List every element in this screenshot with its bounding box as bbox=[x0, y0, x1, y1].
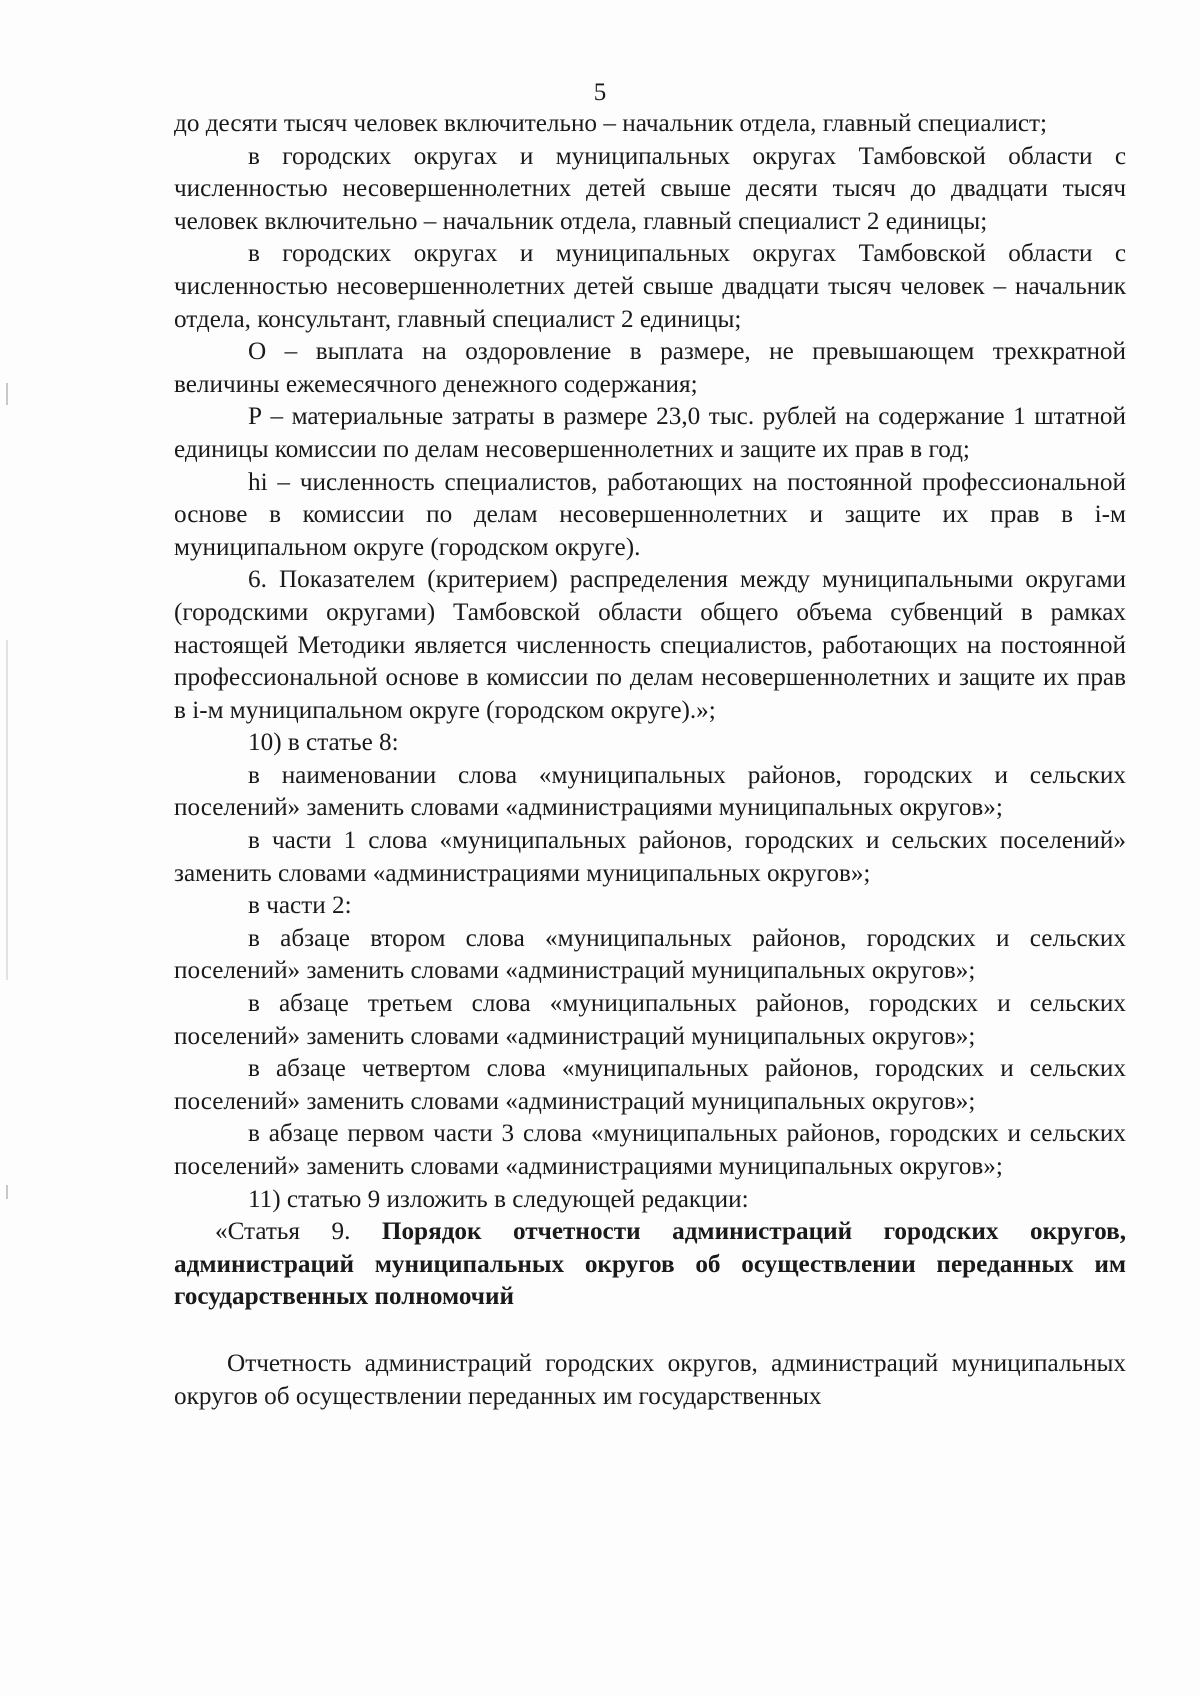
spacer bbox=[174, 1314, 1126, 1348]
article-prefix: «Статья 9. bbox=[215, 1218, 382, 1246]
paragraph: в абзаце первом части 3 слова «муниципальных районов, городских и сельских поселений» заменить словами «администрациями муниципальных округов»; bbox=[174, 1120, 1126, 1180]
scan-artifact bbox=[6, 640, 8, 980]
paragraph: в наименовании слова «муниципальных районов, городских и сельских поселений» заменить словами «администрациями муниципальных округов»; bbox=[174, 761, 1126, 822]
article-title: Порядок отчетности администраций городских округов, администраций муниципальных округов об осуществлении переданных им государственных полномочий bbox=[174, 1218, 1126, 1311]
scan-artifact bbox=[6, 383, 8, 405]
paragraph: в абзаце четвертом слова «муниципальных районов, городских и сельских поселений» заменить словами «администраций муниципальных округов»; bbox=[174, 1055, 1126, 1115]
paragraph: 6. Показателем (критерием) распределения между муниципальными округами (городскими округами) Тамбовской области общего объема субвенций в рамках настоящей Методики является численность специалистов, работающих на постоянной профессиональной основе в комиссии по делам несовершеннолетних и защите их прав в i-м муниципальном округе (городском округе).»; bbox=[174, 566, 1126, 724]
paragraph: в абзаце третьем слова «муниципальных районов, городских и сельских поселений» заменить словами «администраций муниципальных округов»; bbox=[174, 990, 1126, 1050]
paragraph: до десяти тысяч человек включительно – начальник отдела, главный специалист; bbox=[174, 110, 1048, 137]
paragraph: Р – материальные затраты в размере 23,0 тыс. рублей на содержание 1 штатной единицы комиссии по делам несовершеннолетних и защите их прав в год; bbox=[174, 403, 1126, 463]
paragraph: Отчетность администраций городских округов, администраций муниципальных округов об осуществлении переданных им государственных bbox=[174, 1349, 1126, 1410]
document-body bbox=[174, 108, 1126, 1413]
article-heading bbox=[174, 1216, 1126, 1314]
scan-artifact bbox=[6, 1185, 8, 1199]
list-item: 11) статью 9 изложить в следующей редакции: bbox=[248, 1185, 749, 1213]
paragraph: в части 1 слова «муниципальных районов, городских и сельских поселений» заменить словами «администрациями муниципальных округов»; bbox=[174, 827, 1126, 887]
paragraph: в абзаце втором слова «муниципальных районов, городских и сельских поселений» заменить словами «администраций муниципальных округов»; bbox=[174, 924, 1126, 985]
paragraph: в городских округах и муниципальных округах Тамбовской области с численностью несовершеннолетних детей свыше десяти тысяч до двадцати тысяч человек включительно – начальник отдела, главный специалист 2 единицы; bbox=[174, 142, 1126, 235]
paragraph: hi – численность специалистов, работающих на постоянной профессиональной основе в комиссии по делам несовершеннолетних и защите их прав в i-м муниципальном округе (городском округе). bbox=[174, 468, 1126, 561]
list-item: 10) в статье 8: bbox=[248, 729, 399, 757]
paragraph: О – выплата на оздоровление в размере, не превышающем трехкратной величины ежемесячного денежного содержания; bbox=[174, 338, 1126, 398]
paragraph: в городских округах и муниципальных округах Тамбовской области с численностью несовершеннолетних детей свыше двадцати тысяч человек – начальник отдела, консультант, главный специалист 2 единицы; bbox=[174, 240, 1126, 333]
page-number: 5 bbox=[593, 79, 607, 106]
paragraph: в части 2: bbox=[248, 892, 352, 920]
